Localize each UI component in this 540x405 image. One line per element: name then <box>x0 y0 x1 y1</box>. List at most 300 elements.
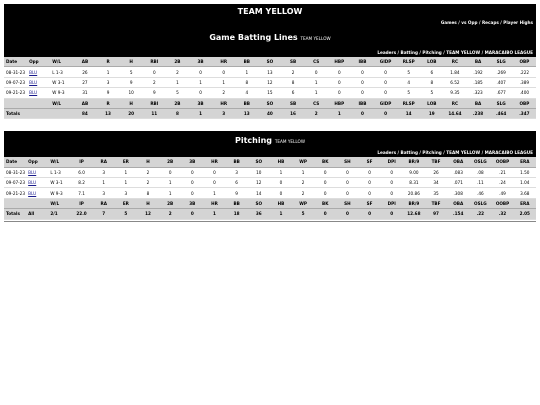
column-header: IBB <box>351 57 374 67</box>
totals-header-row <box>4 98 536 108</box>
table-row <box>4 178 536 188</box>
total-cell: 8 <box>166 108 189 118</box>
column-header: HB <box>270 198 292 208</box>
crumb-league[interactable]: MARACAIBO LEAGUE <box>484 50 533 55</box>
table-row <box>4 88 536 98</box>
table-cell: 34 <box>425 178 447 188</box>
table-cell: .071 <box>447 178 469 188</box>
table-cell: 0 <box>359 178 381 188</box>
crumb-league[interactable]: MARACAIBO LEAGUE <box>484 150 533 156</box>
column-header: 3B <box>189 57 212 67</box>
table-cell: 0 <box>359 188 381 198</box>
table-cell: .677 <box>490 88 513 98</box>
table-cell: 1 <box>305 88 328 98</box>
total-cell: .238 <box>467 108 490 118</box>
column-header: 3B <box>181 157 203 167</box>
table-cell: 0 <box>336 178 358 188</box>
column-header <box>26 198 48 208</box>
total-cell: 36 <box>248 209 270 219</box>
table-cell: 6.52 <box>443 77 466 87</box>
column-header: HBP <box>328 57 351 67</box>
total-cell: .154 <box>447 209 469 219</box>
column-header: HR <box>212 98 235 108</box>
batting-title <box>4 27 536 48</box>
column-header: RBI <box>143 98 166 108</box>
table-cell: 0 <box>328 77 351 87</box>
column-header: SB <box>282 98 305 108</box>
table-cell: 9 <box>120 77 143 87</box>
column-header: BR/9 <box>403 198 425 208</box>
table-cell: 9 <box>226 188 248 198</box>
table-cell: 4 <box>397 77 420 87</box>
column-header: W/L <box>50 57 73 67</box>
total-cell: 5 <box>292 209 314 219</box>
crumb-pitching[interactable]: Pitching <box>422 50 442 55</box>
table-cell: 0 <box>336 167 358 177</box>
column-header: OBP <box>513 98 536 108</box>
table-cell: 5 <box>166 88 189 98</box>
column-header: TBF <box>425 157 447 167</box>
table-cell: 26 <box>425 167 447 177</box>
table-cell: 5 <box>397 67 420 77</box>
total-cell: Totals <box>4 108 27 118</box>
table-cell: 5 <box>120 67 143 77</box>
table-cell: 6 <box>420 67 443 77</box>
column-header: GIDP <box>374 57 397 67</box>
batting-breadcrumb: Leaders / Batting / Pitching / TEAM YELLOW / MARACAIBO LEAGUE <box>4 48 536 57</box>
table-cell: .083 <box>447 167 469 177</box>
table-cell: .46 <box>469 188 491 198</box>
column-header: OOBP <box>491 157 513 167</box>
table-cell: 0 <box>314 178 336 188</box>
crumb-team[interactable]: TEAM YELLOW <box>446 150 481 156</box>
column-header: BA <box>467 57 490 67</box>
table-cell: 2 <box>292 178 314 188</box>
table-cell: 0 <box>212 67 235 77</box>
table-cell: W 3-1 <box>48 178 70 188</box>
table-cell: .185 <box>467 77 490 87</box>
table-cell: 1 <box>212 77 235 87</box>
table-cell: 4 <box>235 88 258 98</box>
table-row <box>4 67 536 77</box>
column-header: BK <box>314 157 336 167</box>
table-cell: 1 <box>115 178 137 188</box>
table-cell: 8 <box>282 77 305 87</box>
column-header: IP <box>70 198 92 208</box>
total-cell: 13 <box>235 108 258 118</box>
table-cell: 1 <box>270 167 292 177</box>
crumb-batting[interactable]: Batting <box>400 50 418 55</box>
table-cell: L 1-3 <box>50 67 73 77</box>
column-header: SO <box>258 98 281 108</box>
column-header <box>27 98 50 108</box>
table-cell: .24 <box>491 178 513 188</box>
table-cell: L 1-3 <box>48 167 70 177</box>
column-header: SO <box>248 157 270 167</box>
link-player-highs[interactable]: Player Highs <box>503 20 533 25</box>
link-vs-opp[interactable]: vs Opp <box>461 20 478 25</box>
total-cell: 12 <box>137 209 159 219</box>
column-header: GIDP <box>374 98 397 108</box>
column-header: HR <box>203 157 225 167</box>
table-cell: 09-21-23 <box>4 88 27 98</box>
column-header: TBF <box>425 198 447 208</box>
column-header: RC <box>443 98 466 108</box>
table-row <box>4 167 536 177</box>
opponent-link[interactable]: BLU <box>26 188 48 198</box>
table-cell: 0 <box>381 167 403 177</box>
total-cell: 0 <box>381 209 403 219</box>
table-cell: 12 <box>258 77 281 87</box>
column-header <box>4 198 26 208</box>
total-cell: Totals <box>4 209 26 219</box>
table-cell: 0 <box>159 167 181 177</box>
table-cell: 9.35 <box>443 88 466 98</box>
link-recaps[interactable]: Recaps <box>481 20 499 25</box>
team-links: Games / vs Opp / Recaps / Player Highs <box>4 18 536 27</box>
crumb-leaders[interactable]: Leaders <box>377 150 397 156</box>
table-cell: 1.84 <box>443 67 466 77</box>
table-cell: 9.00 <box>403 167 425 177</box>
column-header: W/L <box>48 198 70 208</box>
table-cell: 3 <box>115 188 137 198</box>
table-cell: 10 <box>248 167 270 177</box>
table-cell: .389 <box>513 77 536 87</box>
table-cell: 31 <box>73 88 96 98</box>
total-cell: 14 <box>397 108 420 118</box>
table-cell: 5 <box>397 88 420 98</box>
column-header: W/L <box>48 157 70 167</box>
total-cell: 19 <box>420 108 443 118</box>
table-cell: 1 <box>235 67 258 77</box>
total-cell: 0 <box>181 209 203 219</box>
column-header: IP <box>70 157 92 167</box>
table-cell: 1.04 <box>514 178 536 188</box>
column-header: H <box>120 98 143 108</box>
column-header: RLSP <box>397 98 420 108</box>
column-header: 2B <box>159 157 181 167</box>
link-games[interactable]: Games <box>440 20 457 25</box>
total-cell <box>50 108 73 118</box>
table-cell: .08 <box>469 167 491 177</box>
table-cell: 1 <box>166 77 189 87</box>
total-cell: 2.05 <box>514 209 536 219</box>
table-cell: 0 <box>270 188 292 198</box>
table-cell: 0 <box>189 67 212 77</box>
table-cell: 8 <box>235 77 258 87</box>
table-cell: .323 <box>467 88 490 98</box>
total-cell: 0 <box>336 209 358 219</box>
column-header: DPI <box>381 198 403 208</box>
table-cell: 0 <box>270 178 292 188</box>
table-cell: 0 <box>181 178 203 188</box>
pitching-title-text: Pitching <box>235 136 273 146</box>
page <box>4 4 536 222</box>
column-header: BA <box>467 98 490 108</box>
total-cell: .32 <box>491 209 513 219</box>
table-cell: 08-31-23 <box>4 67 27 77</box>
table-cell: 1 <box>159 178 181 188</box>
column-header: RA <box>93 198 115 208</box>
column-header: SO <box>258 57 281 67</box>
column-header: Opp <box>26 157 48 167</box>
column-header: SF <box>359 157 381 167</box>
table-cell: .400 <box>513 88 536 98</box>
table-cell: 35 <box>425 188 447 198</box>
total-cell: 2/1 <box>48 209 70 219</box>
table-cell: 0 <box>314 188 336 198</box>
table-cell: 09-07-23 <box>4 77 27 87</box>
pitching-header-row <box>4 157 536 167</box>
total-cell: 0 <box>351 108 374 118</box>
table-cell: .11 <box>469 178 491 188</box>
table-cell: 8 <box>420 77 443 87</box>
table-cell: 1 <box>97 67 120 77</box>
crumb-batting[interactable]: Batting <box>400 150 418 156</box>
opponent-link[interactable]: BLU <box>27 88 50 98</box>
table-cell: 7.1 <box>70 188 92 198</box>
table-cell: 2 <box>137 178 159 188</box>
table-cell: 0 <box>374 77 397 87</box>
table-cell: 2 <box>166 67 189 77</box>
column-header: BB <box>226 198 248 208</box>
total-cell: 1 <box>328 108 351 118</box>
batting-section <box>4 4 536 119</box>
column-header: SB <box>282 57 305 67</box>
total-cell: 40 <box>258 108 281 118</box>
table-cell: 5 <box>420 88 443 98</box>
total-cell: 1 <box>189 108 212 118</box>
column-header: H <box>120 57 143 67</box>
table-cell: 2 <box>212 88 235 98</box>
column-header: CS <box>305 57 328 67</box>
table-cell: 0 <box>314 167 336 177</box>
table-cell: 0 <box>328 88 351 98</box>
table-cell: 3 <box>97 77 120 87</box>
total-cell: 22.0 <box>70 209 92 219</box>
table-cell: 0 <box>305 67 328 77</box>
opponent-link[interactable]: BLU <box>27 67 50 77</box>
column-header: BR/9 <box>403 157 425 167</box>
column-header: R <box>97 57 120 67</box>
table-cell: 1 <box>203 188 225 198</box>
crumb-pitching[interactable]: Pitching <box>422 150 442 156</box>
table-cell: 3 <box>93 188 115 198</box>
table-cell: 9 <box>143 88 166 98</box>
total-cell: 11 <box>143 108 166 118</box>
table-cell: W 9-3 <box>50 88 73 98</box>
total-cell: 14.64 <box>443 108 466 118</box>
table-cell: 0 <box>203 167 225 177</box>
pitching-team-small: TEAM YELLOW <box>274 139 305 145</box>
table-cell: 0 <box>181 167 203 177</box>
column-header: OBP <box>513 57 536 67</box>
column-header: CS <box>305 98 328 108</box>
table-cell: .308 <box>447 188 469 198</box>
total-cell: .347 <box>513 108 536 118</box>
opponent-link[interactable]: BLU <box>27 77 50 87</box>
column-header: OSLG <box>469 157 491 167</box>
totals-row <box>4 108 536 118</box>
table-cell: W 9-3 <box>48 188 70 198</box>
column-header: SO <box>248 198 270 208</box>
column-header: SF <box>359 198 381 208</box>
pitching-breadcrumb: Leaders / Batting / Pitching / TEAM YELLOW / MARACAIBO LEAGUE <box>4 148 536 157</box>
total-cell: 7 <box>93 209 115 219</box>
table-cell: .21 <box>491 167 513 177</box>
column-header: OSLG <box>469 198 491 208</box>
table-cell: 0 <box>359 167 381 177</box>
table-cell: 8 <box>137 188 159 198</box>
column-header: OBA <box>447 157 469 167</box>
total-cell: 12.68 <box>403 209 425 219</box>
table-cell: 3.68 <box>514 188 536 198</box>
table-cell: 15 <box>258 88 281 98</box>
column-header: H <box>137 198 159 208</box>
total-cell <box>27 108 50 118</box>
column-header: W/L <box>50 98 73 108</box>
column-header: AB <box>73 98 96 108</box>
total-cell: 3 <box>212 108 235 118</box>
column-header: ER <box>115 157 137 167</box>
table-cell: 0 <box>336 188 358 198</box>
total-cell: 97 <box>425 209 447 219</box>
table-cell: 2 <box>143 77 166 87</box>
table-cell: 20.86 <box>403 188 425 198</box>
column-header: RLSP <box>397 57 420 67</box>
totals-header-row <box>4 198 536 208</box>
pitching-table <box>4 157 536 219</box>
table-cell: 27 <box>73 77 96 87</box>
column-header: RC <box>443 57 466 67</box>
batting-header-row <box>4 57 536 67</box>
total-cell: 5 <box>115 209 137 219</box>
batting-table <box>4 57 536 119</box>
total-cell: 20 <box>120 108 143 118</box>
table-cell: 0 <box>351 88 374 98</box>
column-header: 3B <box>189 98 212 108</box>
table-row <box>4 77 536 87</box>
column-header: IBB <box>351 98 374 108</box>
table-cell: W 3-1 <box>50 77 73 87</box>
column-header: HBP <box>328 98 351 108</box>
table-cell: 08-31-23 <box>4 167 26 177</box>
table-cell: 0 <box>381 188 403 198</box>
column-header <box>4 98 27 108</box>
table-cell: 1 <box>115 167 137 177</box>
column-header: OBA <box>447 198 469 208</box>
column-header: Opp <box>27 57 50 67</box>
column-header: 3B <box>181 198 203 208</box>
crumb-leaders[interactable]: Leaders <box>377 50 397 55</box>
total-cell: .22 <box>469 209 491 219</box>
total-cell: 2 <box>159 209 181 219</box>
table-cell: 1 <box>93 178 115 188</box>
table-cell: 9 <box>97 88 120 98</box>
opponent-link[interactable]: BLU <box>26 167 48 177</box>
table-cell: 2 <box>137 167 159 177</box>
table-cell: 8.31 <box>403 178 425 188</box>
column-header: DPI <box>381 157 403 167</box>
team-title: TEAM YELLOW <box>4 4 536 18</box>
column-header: 2B <box>166 98 189 108</box>
total-cell: 0 <box>374 108 397 118</box>
totals-row <box>4 209 536 219</box>
column-header: R <box>97 98 120 108</box>
column-header: SH <box>336 198 358 208</box>
column-header: H <box>137 157 159 167</box>
table-cell: 13 <box>258 67 281 77</box>
table-cell: 3 <box>93 167 115 177</box>
column-header: LOB <box>420 98 443 108</box>
column-header: ERA <box>514 157 536 167</box>
total-cell: 0 <box>314 209 336 219</box>
total-cell: 0 <box>359 209 381 219</box>
column-header: AB <box>73 57 96 67</box>
column-header: 2B <box>159 198 181 208</box>
table-cell: 0 <box>181 188 203 198</box>
table-cell: 1 <box>159 188 181 198</box>
table-cell: 0 <box>203 178 225 188</box>
table-cell: 10 <box>120 88 143 98</box>
column-header: BB <box>226 157 248 167</box>
column-header: ERA <box>514 198 536 208</box>
table-cell: 09-07-23 <box>4 178 26 188</box>
table-cell: 1 <box>305 77 328 87</box>
column-header: HR <box>212 57 235 67</box>
table-cell: 1 <box>189 77 212 87</box>
table-cell: 0 <box>374 67 397 77</box>
table-cell: 0 <box>351 77 374 87</box>
total-cell: 1 <box>270 209 292 219</box>
total-cell: 84 <box>73 108 96 118</box>
column-header: Date <box>4 157 26 167</box>
column-header: HB <box>270 157 292 167</box>
table-cell: 0 <box>351 67 374 77</box>
batting-team-small: TEAM YELLOW <box>300 36 331 41</box>
table-cell: 6 <box>282 88 305 98</box>
table-cell: 0 <box>189 88 212 98</box>
divider <box>4 221 536 222</box>
table-cell: 6 <box>226 178 248 188</box>
pitching-title <box>4 131 536 148</box>
table-cell: 1 <box>292 167 314 177</box>
table-cell: .192 <box>467 67 490 77</box>
table-cell: 3 <box>226 167 248 177</box>
total-cell: 13 <box>97 108 120 118</box>
column-header: ER <box>115 198 137 208</box>
column-header: SH <box>336 157 358 167</box>
crumb-team[interactable]: TEAM YELLOW <box>446 50 481 55</box>
column-header: SLG <box>490 57 513 67</box>
table-cell: .269 <box>490 67 513 77</box>
table-cell: 0 <box>381 178 403 188</box>
table-row <box>4 188 536 198</box>
table-cell: .222 <box>513 67 536 77</box>
table-cell: 6.0 <box>70 167 92 177</box>
total-cell: All <box>26 209 48 219</box>
table-cell: 8.2 <box>70 178 92 188</box>
table-cell: 0 <box>328 67 351 77</box>
table-cell: 26 <box>73 67 96 77</box>
column-header: LOB <box>420 57 443 67</box>
opponent-link[interactable]: BLU <box>26 178 48 188</box>
table-cell: 0 <box>374 88 397 98</box>
table-cell: 1.50 <box>514 167 536 177</box>
batting-title-text: Game Batting Lines <box>209 33 298 42</box>
total-cell: .464 <box>490 108 513 118</box>
table-cell: 09-21-23 <box>4 188 26 198</box>
